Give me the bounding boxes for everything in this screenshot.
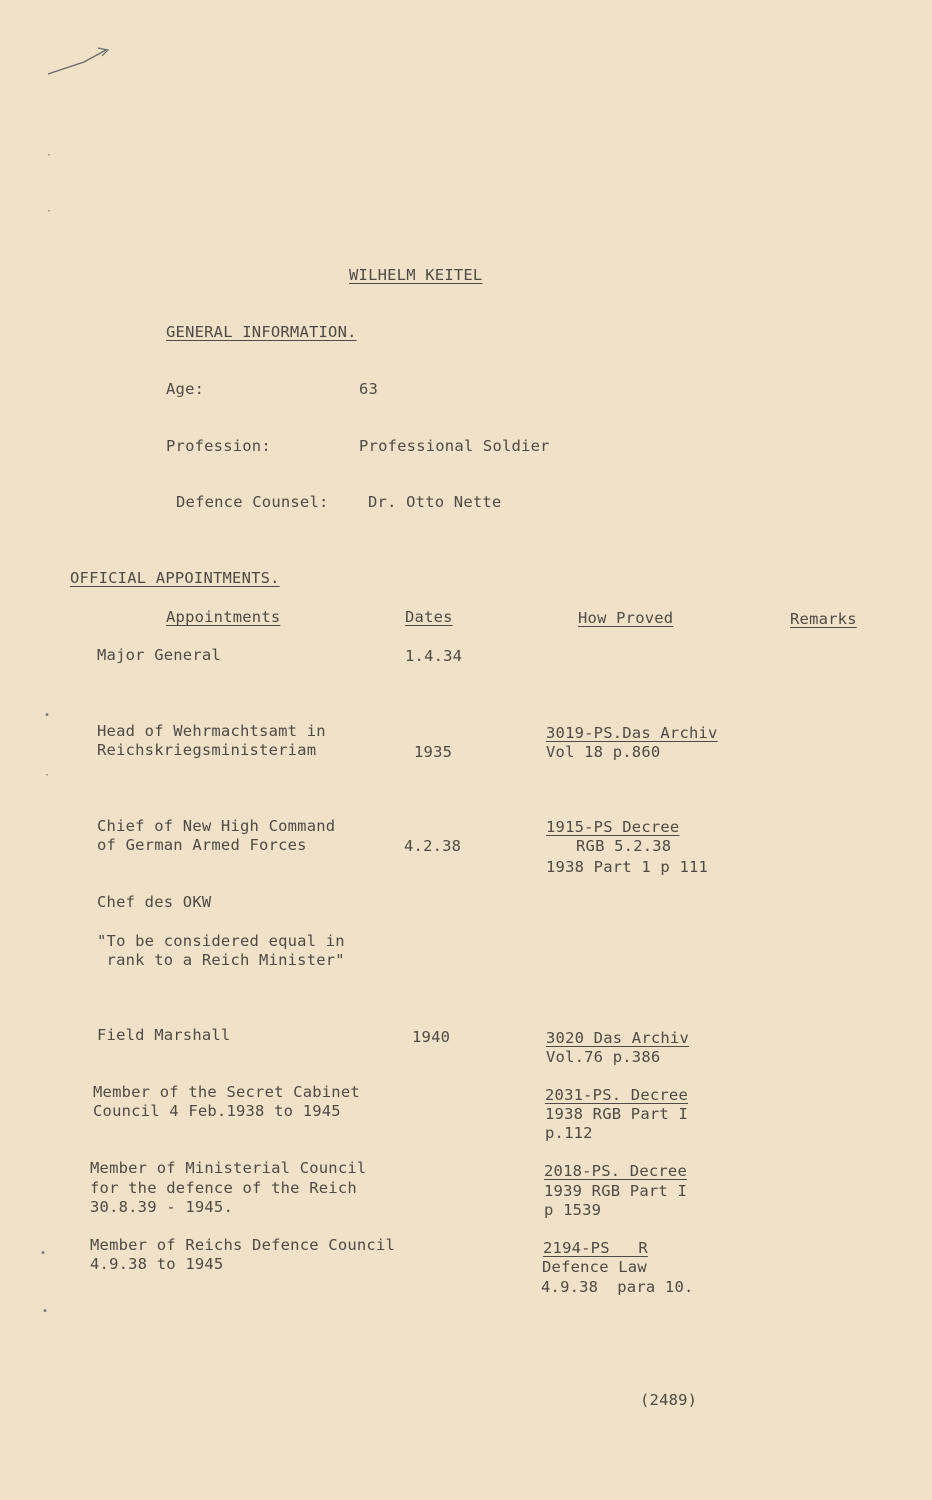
column-header-dates: Dates xyxy=(405,608,453,626)
proof-line: 1915-PS Decree xyxy=(546,818,680,836)
appointment-line: Chef des OKW xyxy=(97,893,212,911)
appointment-date: 4.2.38 xyxy=(404,837,462,855)
counsel-value: Dr. Otto Nette xyxy=(368,493,502,511)
proof-line: p.112 xyxy=(545,1124,593,1142)
speck-icon: · xyxy=(46,150,53,161)
appointment-line: Major General xyxy=(97,646,221,664)
appointment-line: Member of Ministerial Council xyxy=(90,1159,367,1177)
page-title: WILHELM KEITEL xyxy=(349,266,483,284)
proof-line: Defence Law xyxy=(542,1258,647,1276)
appointment-date: 1940 xyxy=(412,1028,451,1046)
appointment-line: Member of Reichs Defence Council xyxy=(90,1236,396,1254)
proof-line: 2194-PS R xyxy=(543,1239,648,1257)
appointment-line: of German Armed Forces xyxy=(97,836,307,854)
proof-line: 2018-PS. Decree xyxy=(544,1162,687,1180)
pen-mark-icon xyxy=(46,44,116,84)
appointment-line: Member of the Secret Cabinet xyxy=(93,1083,360,1101)
appointment-line: Chief of New High Command xyxy=(97,817,336,835)
speck-icon: • xyxy=(42,1306,49,1317)
speck-icon: · xyxy=(44,770,51,781)
proof-line: p 1539 xyxy=(544,1201,602,1219)
general-info-heading: GENERAL INFORMATION. xyxy=(166,323,357,341)
appointment-line: Council 4 Feb.1938 to 1945 xyxy=(93,1102,341,1120)
column-header-how-proved: How Proved xyxy=(578,609,674,627)
appointment-line: for the defence of the Reich xyxy=(90,1179,357,1197)
appointment-line: Reichskriegsministeriam xyxy=(97,741,317,759)
column-header-remarks: Remarks xyxy=(790,610,857,628)
appointment-line: 4.9.38 to 1945 xyxy=(90,1255,224,1273)
age-value: 63 xyxy=(359,380,379,398)
page-number: (2489) xyxy=(640,1391,698,1409)
speck-icon: • xyxy=(40,1248,47,1259)
appointment-line: 30.8.39 - 1945. xyxy=(90,1198,233,1216)
appointment-date: 1.4.34 xyxy=(405,647,463,665)
proof-line: Vol 18 p.860 xyxy=(546,743,661,761)
proof-line: 2031-PS. Decree xyxy=(545,1086,688,1104)
proof-line: 3020 Das Archiv xyxy=(546,1029,689,1047)
appointment-line: "To be considered equal in xyxy=(97,932,345,950)
proof-line: 1938 RGB Part I xyxy=(545,1105,688,1123)
age-label: Age: xyxy=(166,380,205,398)
speck-icon: · xyxy=(46,206,53,217)
proof-line: RGB 5.2.38 xyxy=(576,837,672,855)
appointment-line: Field Marshall xyxy=(97,1026,231,1044)
proof-line: Vol.76 p.386 xyxy=(546,1048,661,1066)
appointment-line: Head of Wehrmachtsamt in xyxy=(97,722,326,740)
proof-line: 3019-PS.Das Archiv xyxy=(546,724,718,742)
speck-icon: • xyxy=(44,710,51,721)
appointment-date: 1935 xyxy=(414,743,453,761)
proof-line: 1939 RGB Part I xyxy=(544,1182,687,1200)
profession-value: Professional Soldier xyxy=(359,437,550,455)
appointment-line: rank to a Reich Minister" xyxy=(97,951,345,969)
column-header-appointments: Appointments xyxy=(166,608,281,626)
counsel-label: Defence Counsel: xyxy=(176,493,329,511)
appointments-heading: OFFICIAL APPOINTMENTS. xyxy=(70,569,280,587)
proof-line: 4.9.38 para 10. xyxy=(541,1278,694,1296)
profession-label: Profession: xyxy=(166,437,271,455)
proof-line: 1938 Part 1 p 111 xyxy=(546,858,709,876)
